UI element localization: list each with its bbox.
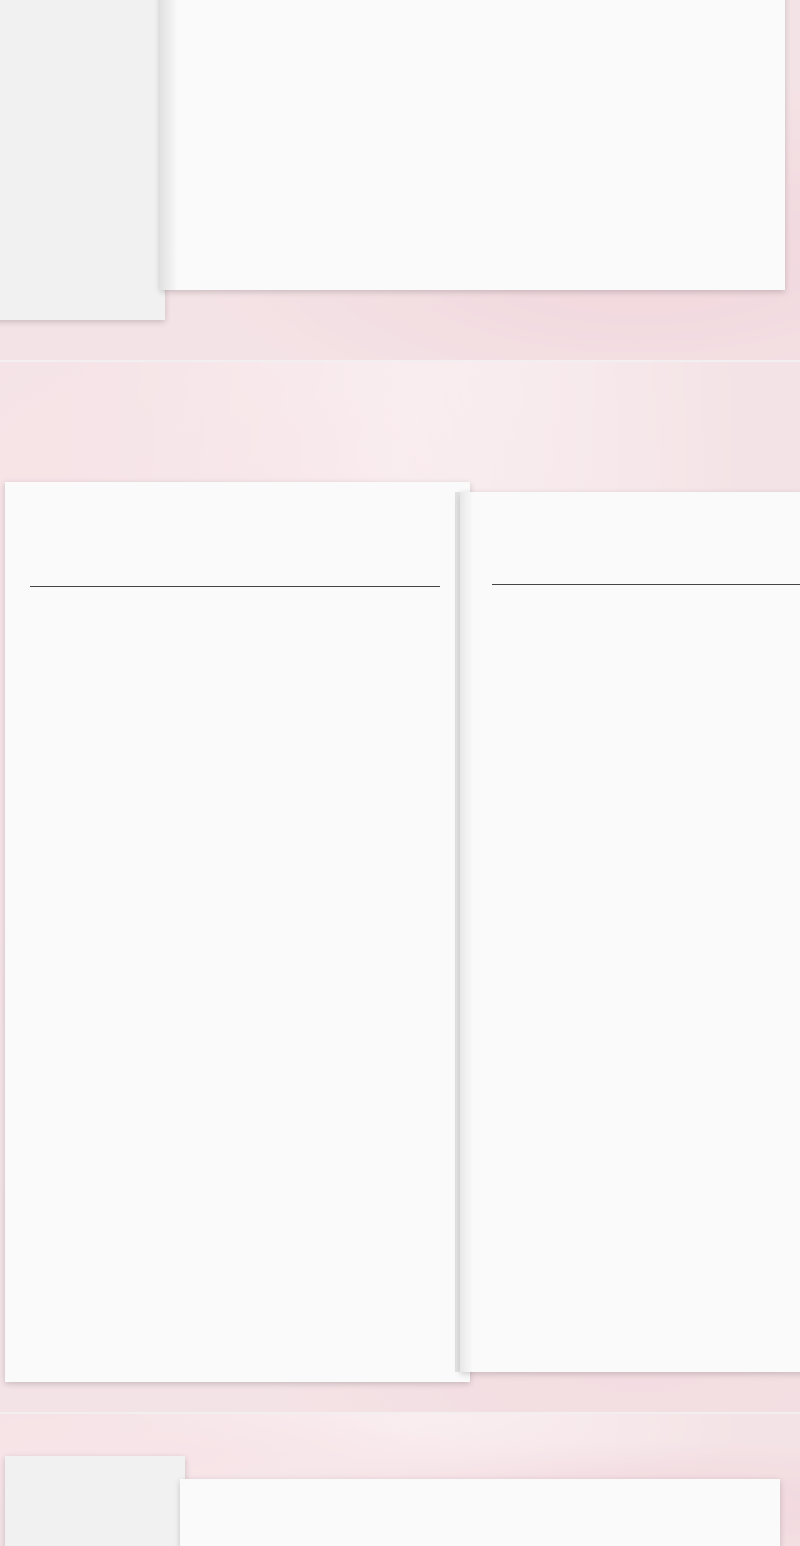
left-page-bottom [5,1456,185,1546]
header-rule [30,586,440,587]
header-rule [492,584,800,585]
right-page-bottom [180,1479,780,1546]
left-page [5,482,470,1382]
photo-panel-bottom [0,1414,800,1546]
page-gutter [160,0,178,290]
photo-panel-middle [0,362,800,1412]
right-page [460,492,800,1372]
page-gutter [455,492,473,1372]
photo-panel-top [0,0,800,360]
left-page-top [0,0,165,320]
right-page-top [160,0,785,290]
